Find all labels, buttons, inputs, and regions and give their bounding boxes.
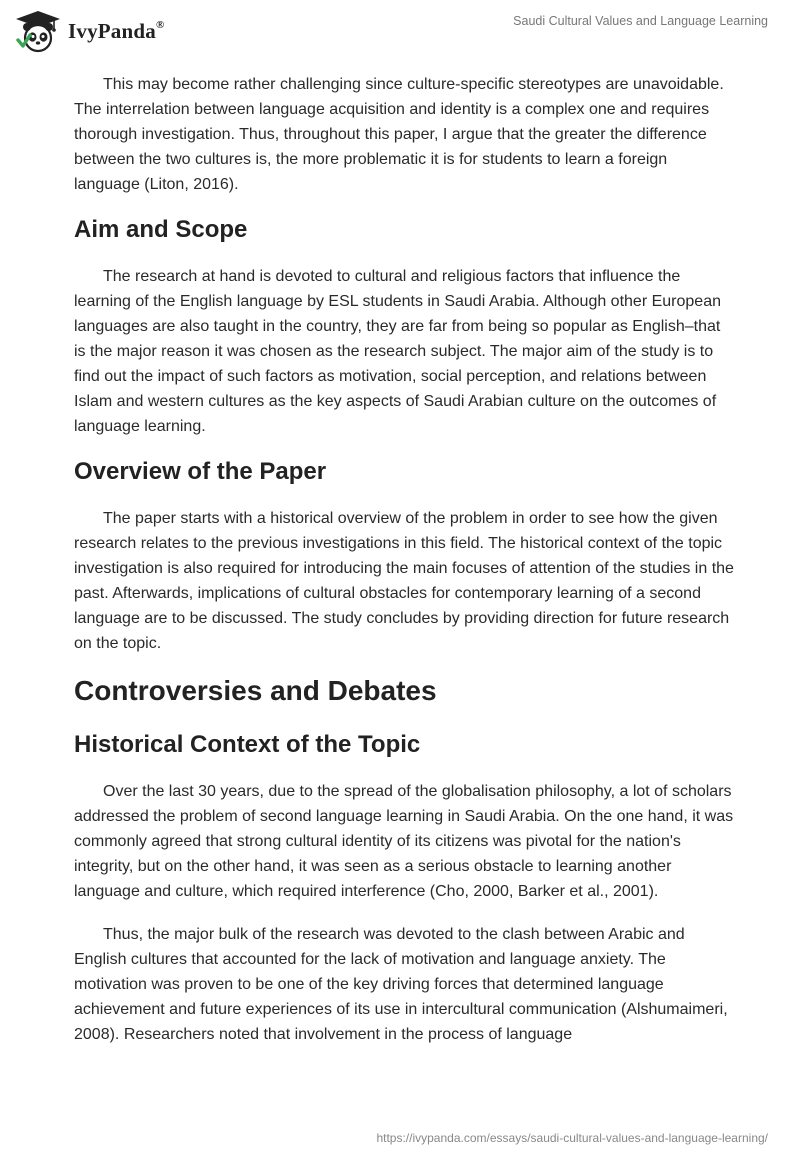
brand-name: IvyPanda® [68, 18, 165, 43]
paragraph-overview: The paper starts with a historical overview of the problem in order to see how the given research relates to the previous investigations in this field. The historical context of the topic investigation is also required for introducing the main focuses of attention of the studies in the past. Afterwards, implications of cultural obstacles for contemporary learning of a second language are to be discussed. The study concludes by providing direction for future research on the topic. [74, 510, 734, 652]
page-header [0, 0, 800, 62]
panda-graduate-icon [14, 9, 62, 53]
paragraph-intro: This may become rather challenging since culture-specific stereotypes are unavoidable. The interrelation between language acquisition and identity is a complex one and requires thorough investigation. Thus, throughout this paper, I argue that the greater the difference between the two cultures is, the more problematic it is for students to learn a foreign language (Liton, 2016). [74, 76, 724, 193]
paragraph-aim: The research at hand is devoted to cultural and religious factors that influence the learning of the English language by ESL students in Saudi Arabia. Although other European languages are also taught in the country, they are far from being so popular as English–that is the major reason it was chosen as the research subject. The major aim of the study is to find out the impact of such factors as motivation, social perception, and relations between Islam and western cultures as the key aspects of Saudi Arabian culture on the outcomes of language learning. [74, 268, 721, 435]
paragraph-historical-1: Over the last 30 years, due to the spread of the globalisation philosophy, a lot of scholars addressed the problem of second language learning in Saudi Arabia. On the one hand, it was commonly agreed that strong cultural identity of its citizens was pivotal for the nation's integrity, but on the other hand, it was seen as a serious obstacle to learning another language and culture, which required interference (Cho, 2000, Barker et al., 2001). [74, 783, 734, 900]
source-url[interactable]: https://ivypanda.com/essays/saudi-cultural-values-and-language-learning/ [376, 1131, 768, 1145]
ivypanda-logo[interactable] [14, 9, 164, 53]
paragraph-historical-2: Thus, the major bulk of the research was devoted to the clash between Arabic and English cultures that accounted for the lack of motivation and language anxiety. The motivation was proven to be one of the key driving forces that determined language achievement and future experiences of its use in intercultural communication (Alshumaimeri, 2008). Researchers noted that involvement in the process of language [74, 926, 728, 1043]
heading-controversies: Controversies and Debates [74, 675, 437, 706]
heading-historical-context: Historical Context of the Topic [74, 731, 421, 758]
heading-aim-and-scope: Aim and Scope [74, 216, 248, 243]
heading-overview: Overview of the Paper [74, 458, 327, 485]
essay-content [74, 72, 734, 1065]
document-title: Saudi Cultural Values and Language Learning [513, 14, 768, 28]
